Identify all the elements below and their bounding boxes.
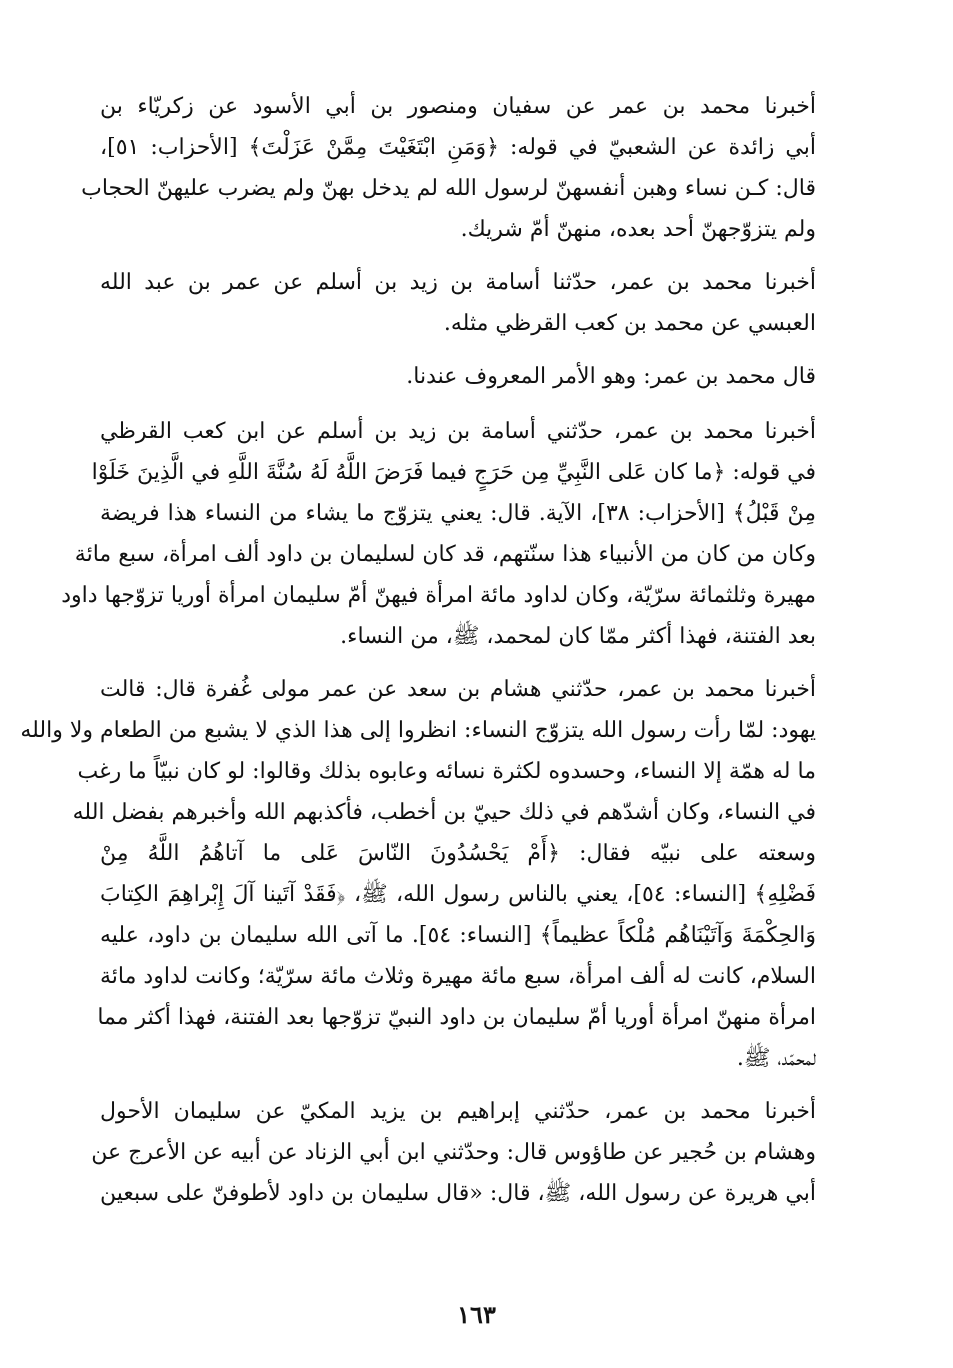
text-line: بعد الفتنة، فهذا أكثر ممّا كان لمحمد، ﷺ، من النساء. — [340, 624, 816, 649]
paragraph-5 — [20, 669, 852, 1079]
text-line: في قوله: ﴿ما كان عَلى النَّبِيِّ مِن حَرَجٍ فيما فَرَضَ اللَّهُ لَهُ سُنَّةَ اللَّهِ في الَّذِينَ خَلَوْا — [91, 460, 816, 485]
text-line: أبي زائدة عن الشعبيّ في قوله: ﴿وَمَنِ ابْتَغَيْتَ مِمَّنْ عَزَلْتَ﴾ [الأحزاب: ٥١]، — [100, 135, 816, 160]
text-line: وهشام بن حُجير عن طاؤوس قال: وحدّثني ابن أبي الزناد عن أبيه عن الأعرج عن — [91, 1140, 816, 1165]
text-line: العبسي عن محمد بن كعب القرظي مثله. — [443, 311, 816, 336]
text-line: مِنْ قَبْلُ﴾ [الأحزاب: ٣٨]، الآية. قال: يعني يتزوّج ما يشاء من النساء هذا فريضة — [100, 501, 816, 526]
text-line: السلام، كانت له ألف امرأة، سبع مائة مهيرة وثلاث مائة سرّيّة؛ وكانت لداود مائة — [100, 964, 816, 989]
text-line: مهيرة وثلثمائة سرّيّة، وكان لداود مائة امرأة فيهنّ أمّ سليمان امرأة أوريا تزوّجها داود — [61, 583, 816, 608]
paragraph-4 — [61, 411, 852, 657]
text-line: أخبرنا محمد بن عمر عن سفيان ومنصور بن أبي الأسود عن زكريّاء بن — [100, 94, 816, 119]
text-line: أخبرنا محمد بن عمر، حدّثنا أسامة بن زيد بن أسلم عن عمر بن عبد الله — [100, 270, 816, 295]
text-line: ولم يتزوّجهنّ أحد بعده، منهنّ أمّ شريك. — [460, 217, 816, 242]
paragraph-6 — [91, 1091, 852, 1214]
text-line: ما له همّة إلا النساء، وحسدوه لكثرة نسائه وعابوه بذلك وقالوا: لو كان نبيّاً ما رغب — [77, 759, 816, 784]
text-line: أخبرنا محمد بن عمر، حدّثني إبراهيم بن يزيد المكيّ عن سليمان الأحول — [100, 1099, 816, 1124]
text-line: في النساء، وكان أشدّهم في ذلك حييّ بن أخطب، فأكذبهم الله وأخبرهم بفضل الله — [72, 800, 816, 825]
text-line: أخبرنا محمد بن عمر، حدّثني أسامة بن زيد بن أسلم عن ابن كعب القرظي — [100, 419, 816, 444]
paragraph-3 — [100, 356, 852, 397]
text-line: وَالحِكْمَةَ وَآتَيْنَاهُم مُلْكاً عظيماً﴾ [النساء: ٥٤]. ما آتى الله سليمان بن داود، عليه — [100, 923, 816, 948]
text-line: وكان من كان من الأنبياء هذا سنّتهم، قد كان لسليمان بن داود ألف امرأة، سبع مائة — [74, 542, 816, 567]
page-body — [20, 86, 852, 1226]
text-line: وسعته على نبيّه فقال: ﴿أَمْ يَحْسُدُونَ النّاسَ عَلى ما آتاهُمُ اللَّهُ مِنْ — [100, 841, 816, 866]
text-line: قال: كـن نساء وهبن أنفسهنّ لرسول الله لم يدخل بهنّ ولم يضرب عليهنّ الحجاب — [81, 176, 816, 201]
text-line: أبي هريرة عن رسول الله، ﷺ، قال: «قال سليمان بن داود لأطوفنّ على سبعين — [100, 1181, 816, 1206]
text-line: لمحمّد، ﷺ. — [736, 1046, 816, 1071]
text-line: فَضْلِهِ﴾ [النساء: ٥٤]، يعني بالناس رسول الله، ﷺ، ﴿فَقَدْ آتَينا آلَ إِبْراهِمَ الكِتابَ — [100, 882, 816, 907]
paragraph-1 — [81, 86, 852, 250]
text-line: يهود: لمّا رأت رسول الله يتزوّج النساء: انظروا إلى هذا الذي لا يشبع من الطعام ولا والله — [20, 718, 816, 743]
text-line: امرأة منهنّ امرأة أوريا أمّ سليمان بن داود النبيّ تزوّجها بعد الفتنة، فهذا أكثر مما — [97, 1005, 816, 1030]
text-line: أخبرنا محمد بن عمر، حدّثني هشام بن سعد عن عمر مولى غُفرة قال: قالت — [100, 677, 816, 702]
paragraph-2 — [100, 262, 852, 344]
text-line: قال محمد بن عمر: وهو الأمر المعروف عندنا. — [406, 364, 816, 389]
page-number: ١٦٣ — [457, 1300, 496, 1329]
